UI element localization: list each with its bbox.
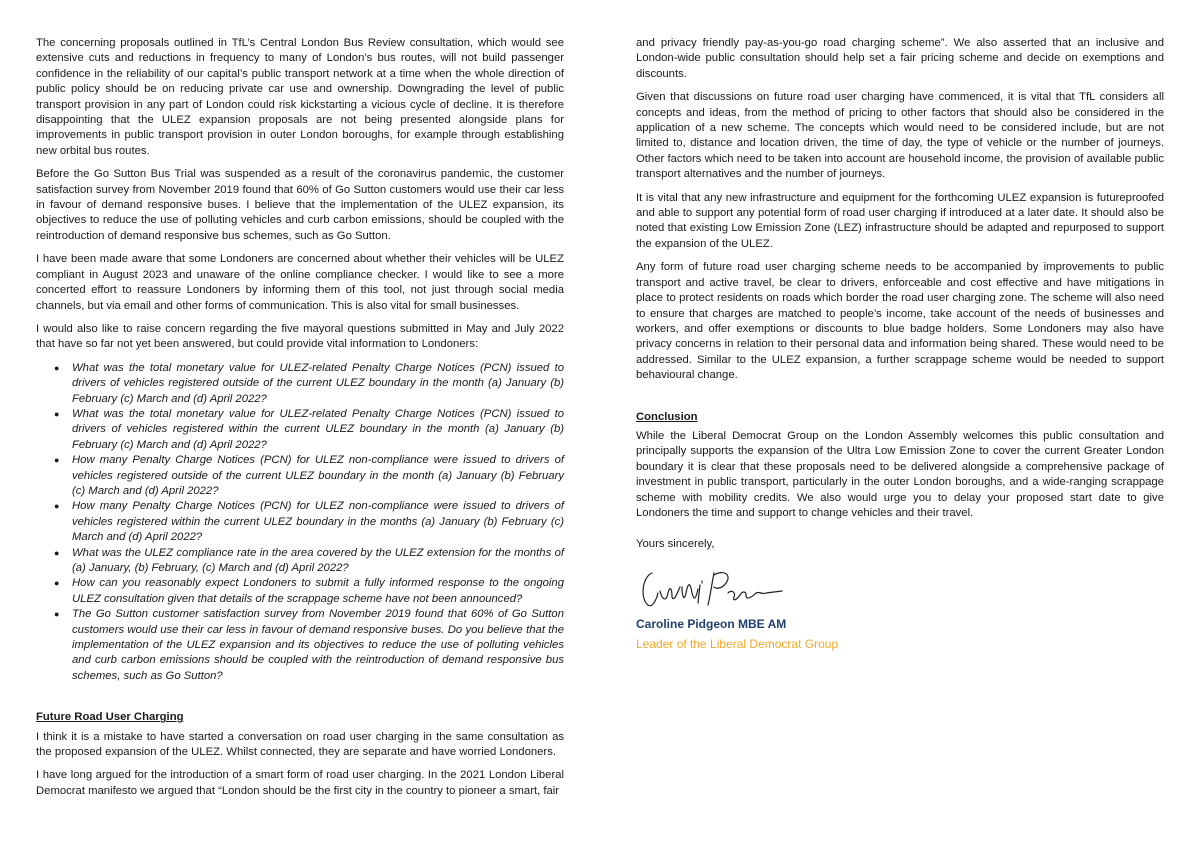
paragraph-concepts: Given that discussions on future road user charging have commenced, it is vital that TfL considers all concepts and ideas, from the method of pricing to other factors that should also be considered in the application of a new scheme. The concepts which would need to be considered include, but are not limited to, distance and location driven, the time of day, the type of vehicle or the number of journeys. Other factors which need to be taken into account are household income, the provision of available public transport alternatives and the number of journeys. bbox=[636, 91, 1164, 181]
paragraph-smart-charging: I have long argued for the introduction of a smart form of road user charging. In the 2021 London Liberal Democrat manifesto we argued that “London should be the first city in the country to pioneer a smart, fair bbox=[36, 769, 564, 797]
section-heading-conclusion: Conclusion bbox=[636, 410, 698, 423]
bullet-icon: ● bbox=[54, 408, 60, 419]
signature-block bbox=[636, 537, 1164, 650]
paragraph-mayoral-questions: I would also like to raise concern regarding the five mayoral questions submitted in May and July 2022 that have so far not yet been answered, but could provide vital information to Londoners: bbox=[36, 322, 564, 351]
bullet-icon: ● bbox=[54, 501, 60, 512]
section-heading-road-user-charging: Future Road User Charging bbox=[36, 711, 184, 724]
questions-list bbox=[36, 361, 564, 685]
signatory-name: Caroline Pidgeon MBE AM bbox=[636, 616, 787, 631]
bullet-icon: ● bbox=[54, 455, 60, 466]
paragraph-infrastructure: It is vital that any new infrastructure and equipment for the forthcoming ULEZ expansion is futureproofed and able to support any potential form of road user charging if introduced at a later date. It should also be noted that existing Low Emission Zone (LEZ) infrastructure should be adapted and repurposed to support the expansion of the ULEZ. bbox=[636, 191, 1164, 250]
list-item: ● What was the total monetary value for ULEZ-related Penalty Charge Notices (PCN) issued to drivers of vehicles registered outside of the current ULEZ boundary in the month (a) January (b) February (c) March and (d) April 2022? bbox=[54, 361, 564, 405]
list-item: ● The Go Sutton customer satisfaction survey from November 2019 found that 60% of Go Sutton customers would use their car less in favour of demand responsive buses. Do you believe that the implementation of the ULEZ expansion and its objectives to reduce the use of polluting vehicles and curb carbon emissions should be coupled with the reintroduction of demand responsive bus schemes, such as Go Sutton? bbox=[54, 608, 564, 682]
paragraph-future-scheme: Any form of future road user charging scheme needs to be accompanied by improvements to public transport and active travel, be clear to drivers, enforceable and cost effective and have mitigations in place to protect residents on roads which border the road user charging zone. The scheme will also need to ensure that charges are matched to people’s income, take account of the needs of businesses and workers, and offer exemptions or discounts to blue badge holders. Some Londoners may also have privacy concerns in relation to their personal data and information being shared. These would need to be addressed. Similar to the ULEZ expansion, a further scrappage scheme would be needed to support behavioural change. bbox=[636, 261, 1164, 382]
list-item: ● What was the total monetary value for ULEZ-related Penalty Charge Notices (PCN) issued to drivers of vehicles registered within the current ULEZ boundary in the month (a) January (b) February (c) March and (d) April 2022? bbox=[54, 407, 564, 451]
bullet-icon: ● bbox=[54, 609, 60, 620]
paragraph-pay-as-you-go: and privacy friendly pay-as-you-go road charging scheme”. We also asserted that an inclusive and London-wide public consultation should help set a fair pricing scheme and decide on exemptions and discounts. bbox=[636, 37, 1164, 80]
bullet-icon: ● bbox=[54, 362, 60, 373]
paragraph-go-sutton: Before the Go Sutton Bus Trial was suspended as a result of the coronavirus pandemic, the customer satisfaction survey from November 2019 found that 60% of Go Sutton customers would use their car less in favour of demand responsive buses. I believe that the implementation of the ULEZ expansion, its objectives to reduce the use of polluting vehicles and curb carbon emissions, should be coupled with the reintroduction of demand responsive bus schemes, such as Go Sutton. bbox=[36, 168, 564, 242]
bullet-icon: ● bbox=[54, 578, 60, 589]
right-column bbox=[636, 36, 1164, 651]
list-item: ● How many Penalty Charge Notices (PCN) for ULEZ non-compliance were issued to drivers of vehicles registered within the current ULEZ boundary in the months (a) January (b) February (c) March and (d) April 2022? bbox=[54, 500, 564, 544]
closing-line: Yours sincerely, bbox=[636, 538, 715, 551]
handwritten-signature bbox=[636, 563, 786, 611]
left-column bbox=[36, 36, 564, 807]
paragraph-compliance-checker: I have been made aware that some Londoners are concerned about whether their vehicles will be ULEZ compliant in August 2023 and unaware of the online compliance checker. I would like to see a more concerted effort to reassure Londoners by informing them of this tool, not just through social media channels, but via email and other forms of communication. This is also vital for small businesses. bbox=[36, 253, 564, 312]
list-item: ● How many Penalty Charge Notices (PCN) for ULEZ non-compliance were issued to drivers of vehicles registered outside of the current ULEZ boundary in the month (a) January (b) February (c) March and (d) April 2022? bbox=[54, 454, 564, 497]
paragraph-bus-review: The concerning proposals outlined in TfL’s Central London Bus Review consultation, which would see extensive cuts and reductions in frequency to many of London’s bus routes, will not build passenger confidence in the reliability of our capital’s public transport network at a time when the whole direction of public policy should be on reducing private car use and ownership. Downgrading the level of public transport provision in any part of London could risk kickstarting a vicious cycle of decline. It is therefore disappointing that the ULEZ expansion proposals are not being presented alongside plans for improvements in public transport provision in outer London boroughs, for example through establishing new orbital bus routes. bbox=[36, 37, 564, 157]
paragraph-mistake: I think it is a mistake to have started a conversation on road user charging in the same consultation as the proposed expansion of the ULEZ. Whilst connected, they are separate and have worried Londoners. bbox=[36, 730, 564, 759]
list-item: ● What was the ULEZ compliance rate in the area covered by the ULEZ extension for the months of (a) January, (b) February, (c) March and (d) April 2022? bbox=[54, 546, 564, 574]
paragraph-conclusion: While the Liberal Democrat Group on the London Assembly welcomes this public consultation and principally supports the expansion of the Ultra Low Emission Zone to cover the current Greater London boundary it is clear that these proposals need to be delivered alongside a comprehensive package of investment in public transport, particularly in the outer London boroughs, and a wide-ranging scrappage scheme with mobility credits. We also would urge you to delay your proposed start date to give Londoners the time and support to change vehicles and their travel. bbox=[636, 429, 1164, 519]
bullet-icon: ● bbox=[54, 547, 60, 558]
signatory-role: Leader of the Liberal Democrat Group bbox=[636, 636, 839, 651]
list-item: ● How can you reasonably expect Londoners to submit a fully informed response to the ongoing ULEZ consultation given that details of the scrappage scheme have not been announced? bbox=[54, 577, 564, 605]
